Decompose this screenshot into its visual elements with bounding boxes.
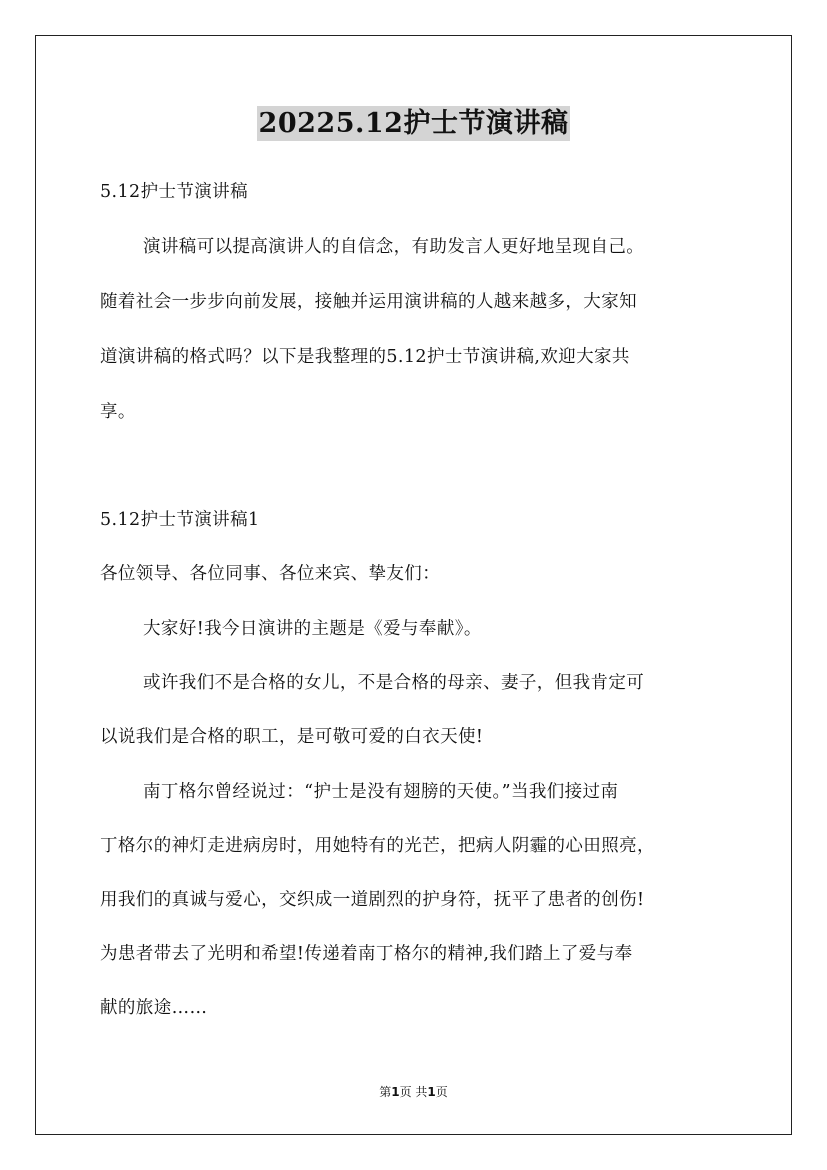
title-text: 20225.12护士节演讲稿 [258, 108, 569, 139]
paragraph-line: 或许我们不是合格的女儿，不是合格的母亲、妻子，但我肯定可 [143, 673, 645, 693]
paragraph-line: 以说我们是合格的职工，是可敬可爱的白衣天使! [100, 727, 484, 747]
paragraph-line: 道演讲稿的格式吗？以下是我整理的5.12护士节演讲稿,欢迎大家共 [100, 347, 630, 367]
paragraph-line: 演讲稿可以提高演讲人的自信念，有助发言人更好地呈现自己。 [143, 237, 645, 257]
paragraph-line: 用我们的真诚与爱心，交织成一道剧烈的护身符，抚平了患者的创伤! [100, 890, 645, 910]
footer-mid: 页 共 [399, 1085, 428, 1099]
footer-prefix: 第 [379, 1085, 392, 1099]
paragraph-line: 随着社会一步步向前发展，接触并运用演讲稿的人越来越多，大家知 [100, 292, 637, 312]
page-total-number: 1 [427, 1085, 436, 1099]
heading-line: 5.12护士节演讲稿 [100, 182, 248, 202]
footer-suffix: 页 [435, 1085, 448, 1099]
paragraph-line: 大家好!我今日演讲的主题是《爱与奉献》。 [143, 619, 482, 639]
paragraph-line: 献的旅途…… [100, 998, 208, 1018]
page-current-number: 1 [391, 1085, 400, 1099]
paragraph-line: 为患者带去了光明和希望!传递着南丁格尔的精神,我们踏上了爱与奉 [100, 944, 633, 964]
paragraph-line: 享。 [100, 402, 136, 422]
document-title [0, 101, 827, 147]
page-footer [0, 1083, 827, 1101]
section-heading: 5.12护士节演讲稿1 [100, 510, 260, 530]
salutation-line: 各位领导、各位同事、各位来宾、挚友们： [100, 564, 441, 584]
paragraph-line: 南丁格尔曾经说过：“护士是没有翅膀的天使。”当我们接过南 [143, 782, 619, 802]
paragraph-line: 丁格尔的神灯走进病房时，用她特有的光芒，把病人阴霾的心田照亮， [100, 836, 655, 856]
